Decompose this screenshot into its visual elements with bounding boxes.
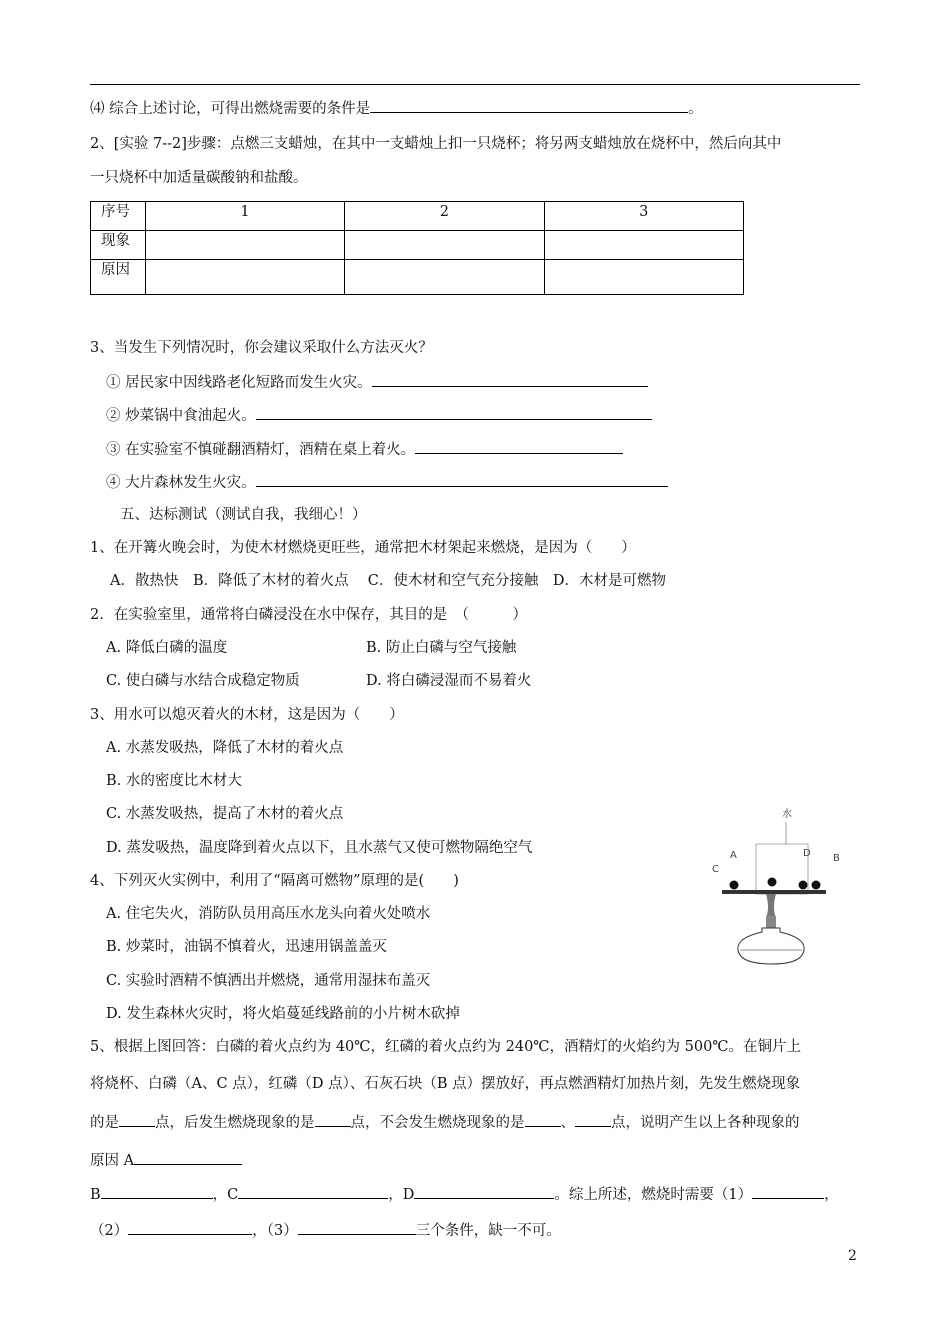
test-q3-option-c: C. 水蒸发吸热，提高了木材的着火点 xyxy=(106,806,344,822)
header-rule xyxy=(90,84,860,85)
answer-blank[interactable] xyxy=(752,1184,824,1199)
table-cell: 序号 xyxy=(91,202,146,231)
test-q2-option-c: C. 使白磷与水结合成稳定物质 xyxy=(106,673,300,689)
test-q3-option-d: D. 蒸发吸热，温度降到着火点以下，且水蒸气又使可燃物隔绝空气 xyxy=(106,840,533,856)
answer-blank[interactable] xyxy=(256,472,668,487)
test-q3-option-a: A. 水蒸发吸热，降低了木材的着火点 xyxy=(106,740,344,756)
white-phosphorus-a xyxy=(768,878,777,887)
answer-blank[interactable] xyxy=(372,372,648,387)
page-number: 2 xyxy=(848,1248,857,1264)
q3-item-1: ① 居民家中因线路老化短路而发生火灾。 xyxy=(106,372,648,393)
test-q5-line1: 5、根据上图回答：白磷的着火点约为 40℃，红磷的着火点约为 240℃，酒精灯的火焰约为 500℃。在铜片上 xyxy=(90,1039,802,1055)
test-q3-option-b: B. 水的密度比木材大 xyxy=(106,773,242,789)
figure-label-a: A xyxy=(730,850,737,861)
table-cell: 3 xyxy=(544,202,743,231)
table-cell: 原因 xyxy=(91,260,146,295)
q3-item-3: ③ 在实验室不慎碰翻酒精灯，酒精在桌上着火。 xyxy=(106,439,623,460)
test-q4: 4、下列灭火实例中，利用了“隔离可燃物”原理的是( ) xyxy=(90,873,459,889)
test-q2: 2．在实验室里，通常将白磷浸没在水中保存，其目的是 （ ） xyxy=(90,607,527,623)
q3-item-2: ② 炒菜锅中食油起火。 xyxy=(106,405,652,426)
table-cell[interactable] xyxy=(345,260,544,295)
figure-label-water: 水 xyxy=(782,809,792,820)
white-phosphorus-c xyxy=(730,881,739,890)
table-cell[interactable] xyxy=(145,260,344,295)
limestone-b xyxy=(812,881,821,890)
test-q4-option-c: C. 实验时酒精不慎洒出并燃烧，通常用湿抹布盖灭 xyxy=(106,973,431,989)
table-cell: 现象 xyxy=(91,231,146,260)
answer-blank[interactable] xyxy=(101,1184,213,1199)
test-q3: 3、用水可以熄灭着火的木材，这是因为（ ） xyxy=(90,707,404,723)
test-q2-option-a: A. 降低白磷的温度 xyxy=(106,640,228,656)
answer-blank[interactable] xyxy=(256,405,652,420)
answer-blank[interactable] xyxy=(414,1184,554,1199)
test-q5-line6: （2） ，（3） 三个条件，缺一不可。 xyxy=(90,1220,561,1241)
test-q2-option-b: B. 防止白磷与空气接触 xyxy=(366,640,517,656)
test-q5-line5: B ，C ，D 。综上所述，燃烧时需要（1） ， xyxy=(90,1184,839,1205)
test-q5-line3: 的是 点，后发生燃烧现象的是 点，不会发生燃烧现象的是 、 点，说明产生以上各种现象的 xyxy=(90,1112,800,1133)
test-q5-line2: 将烧杯、白磷（A、C 点），红磷（D 点）、石灰石块（B 点）摆放好，再点燃酒精灯加热片刻，先发生燃烧现象 xyxy=(90,1076,801,1092)
answer-blank[interactable] xyxy=(238,1184,388,1199)
test-q4-option-a: A. 住宅失火，消防队员用高压水龙头向着火处喷水 xyxy=(106,906,431,922)
answer-blank[interactable] xyxy=(575,1112,611,1127)
table-header-row xyxy=(91,202,744,231)
figure-label-d: D xyxy=(803,848,811,859)
answer-blank[interactable] xyxy=(415,439,623,454)
copper-plate xyxy=(722,890,826,894)
q3-item-4: ④ 大片森林发生火灾。 xyxy=(106,472,668,493)
test-q4-option-d: D. 发生森林火灾时，将火焰蔓延线路前的小片树木砍掉 xyxy=(106,1006,460,1022)
table-cell[interactable] xyxy=(345,231,544,260)
exp2-line1: 2、[实验 7--2]步骤：点燃三支蜡烛，在其中一支蜡烛上扣一只烧杯；将另两支蜡烛放在烧杯中，然后向其中 xyxy=(90,136,782,152)
answer-blank[interactable] xyxy=(298,1220,416,1235)
answer-blank[interactable] xyxy=(525,1112,561,1127)
exp2-line2: 一只烧杯中加适量碳酸钠和盐酸。 xyxy=(90,170,308,186)
answer-blank[interactable] xyxy=(370,98,688,113)
answer-blank[interactable] xyxy=(315,1112,351,1127)
experiment-table xyxy=(90,201,744,295)
alcohol-lamp xyxy=(738,928,804,964)
test-q1: 1、在开篝火晚会时，为使木材燃烧更旺些，通常把木材架起来燃烧，是因为（ ） xyxy=(90,540,636,556)
table-row xyxy=(91,260,744,295)
table-row xyxy=(91,231,744,260)
flame xyxy=(766,894,776,918)
table-cell: 2 xyxy=(345,202,544,231)
answer-blank[interactable] xyxy=(119,1112,155,1127)
answer-blank[interactable] xyxy=(134,1150,242,1165)
figure-label-b: B xyxy=(833,853,840,864)
answer-blank[interactable] xyxy=(128,1220,252,1235)
figure-label-c: C xyxy=(712,864,719,875)
q3-title: 3、当发生下列情况时，你会建议采取什么方法灭火？ xyxy=(90,340,433,356)
table-cell[interactable] xyxy=(544,260,743,295)
table-cell[interactable] xyxy=(145,231,344,260)
test-q1-options: A．散热快 B．降低了木材的着火点 C．使木材和空气充分接触 D．木材是可燃物 xyxy=(110,573,666,589)
lamp-wick-holder xyxy=(766,916,776,928)
red-phosphorus-d xyxy=(799,881,808,890)
table-cell[interactable] xyxy=(544,231,743,260)
test-q2-option-d: D. 将白磷浸湿而不易着火 xyxy=(366,673,532,689)
q4-line: ⑷ 综合上述讨论，可得出燃烧需要的条件是 。 xyxy=(90,98,703,119)
combustion-apparatus-figure xyxy=(700,800,860,975)
table-cell: 1 xyxy=(145,202,344,231)
test-q4-option-b: B. 炒菜时，油锅不慎着火，迅速用锅盖盖灭 xyxy=(106,939,387,955)
test-q5-line4: 原因 A xyxy=(90,1150,242,1171)
section-5-title: 五、达标测试（测试自我，我细心！） xyxy=(120,507,367,523)
